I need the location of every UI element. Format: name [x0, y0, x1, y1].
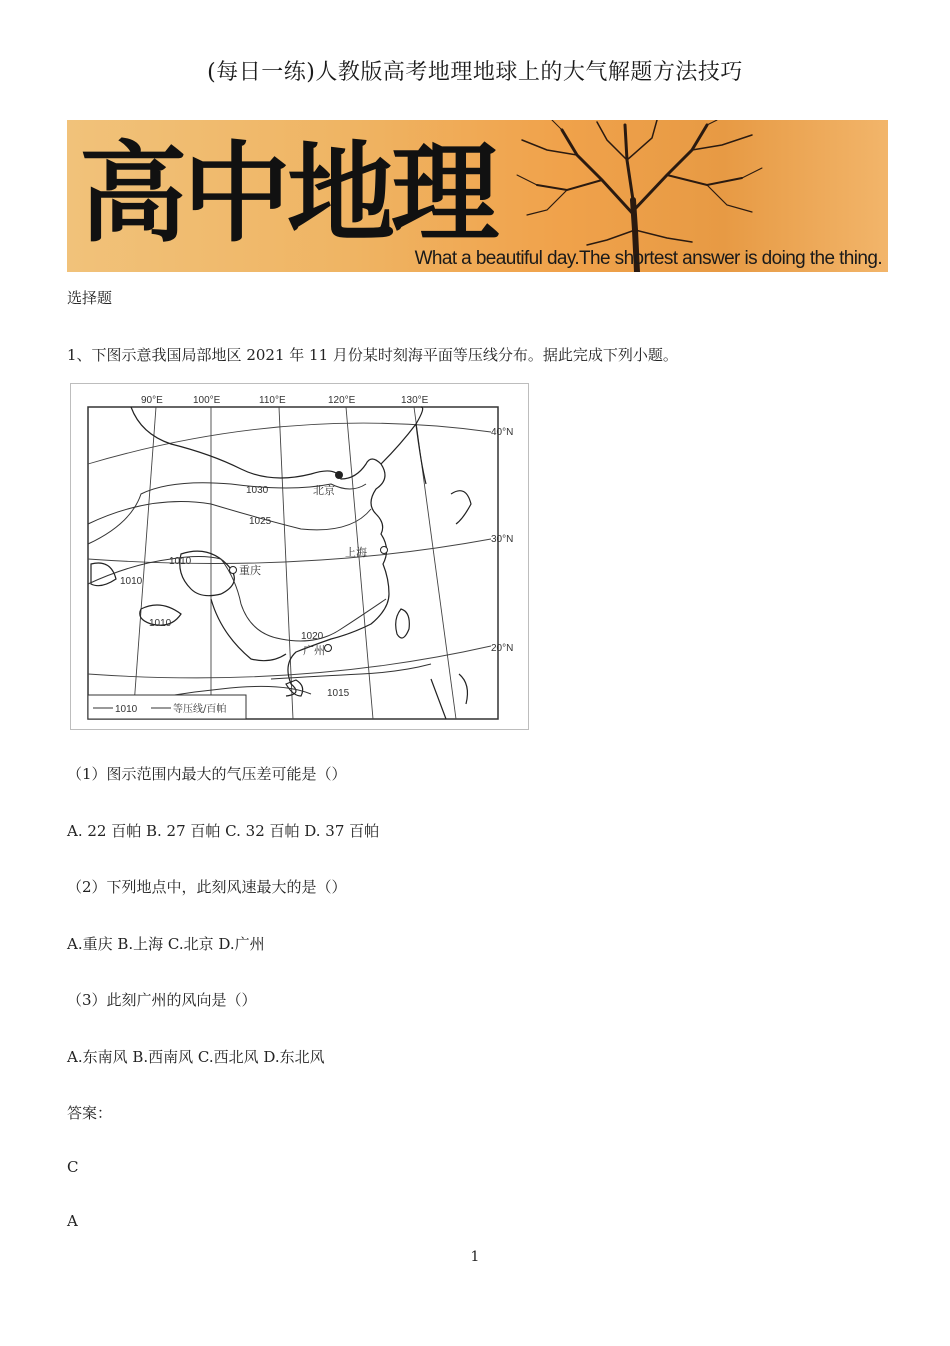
- lat-label-20: 20°N: [491, 643, 514, 654]
- isobar-label-1030: 1030: [246, 485, 269, 496]
- isobar-label-1025: 1025: [249, 516, 272, 527]
- lon-label-130: 130°E: [401, 395, 429, 406]
- legend-label: 等压线/百帕: [173, 704, 227, 715]
- city-guangzhou: 广州: [303, 644, 325, 657]
- chongqing-marker: [230, 567, 237, 574]
- isobar-map-figure: [70, 383, 529, 730]
- page-number: 1: [470, 1249, 480, 1265]
- legend-value: 1010: [115, 704, 138, 715]
- lon-label-110: 110°E: [259, 395, 286, 406]
- document-title: (每日一练)人教版高考地理地球上的大气解题方法技巧: [207, 60, 743, 85]
- answer-label: 答案：: [67, 1104, 113, 1122]
- lon-label-120: 120°E: [328, 395, 356, 406]
- banner-title: 高中地理: [79, 131, 496, 257]
- question-stem: 1、下图示意我国局部地区 2021 年 11 月份某时刻海平面等压线分布。据此完成下列小题。: [67, 346, 678, 364]
- isobar-label-1010-c: 1010: [149, 618, 172, 629]
- shanghai-marker: [381, 547, 388, 554]
- options-1: A. 22 百帕 B. 27 百帕 C. 32 百帕 D. 37 百帕: [67, 822, 380, 840]
- city-shanghai: 上海: [345, 546, 367, 559]
- sub-question-2: （2）下列地点中，此刻风速最大的是（）: [67, 878, 347, 896]
- lat-label-30: 30°N: [491, 534, 514, 545]
- beijing-marker: [335, 471, 343, 479]
- banner-slogan: What a beautiful day.The shortest answer is doing the thing.: [414, 248, 882, 269]
- lat-label-40: 40°N: [491, 427, 514, 438]
- isobar-label-1015: 1015: [327, 688, 350, 699]
- city-chongqing: 重庆: [239, 564, 261, 577]
- isobar-map: [71, 384, 528, 729]
- guangzhou-marker: [325, 645, 332, 652]
- isobar-label-1020: 1020: [301, 631, 324, 642]
- city-beijing: 北京: [313, 484, 335, 497]
- lon-label-100: 100°E: [193, 395, 221, 406]
- sub-question-3: （3）此刻广州的风向是（）: [67, 991, 257, 1009]
- options-3: A.东南风 B.西南风 C.西北风 D.东北风: [67, 1048, 325, 1066]
- answer-2: A: [67, 1212, 78, 1230]
- section-label: 选择题: [67, 289, 113, 307]
- header-banner: [67, 120, 888, 272]
- lon-label-90: 90°E: [141, 395, 163, 406]
- isobar-label-1010-a: 1010: [169, 556, 192, 567]
- options-2: A.重庆 B.上海 C.北京 D.广州: [67, 935, 265, 953]
- sub-question-1: （1）图示范围内最大的气压差可能是（）: [67, 765, 347, 783]
- isobar-label-1010-b: 1010: [120, 576, 143, 587]
- answer-1: C: [67, 1158, 79, 1176]
